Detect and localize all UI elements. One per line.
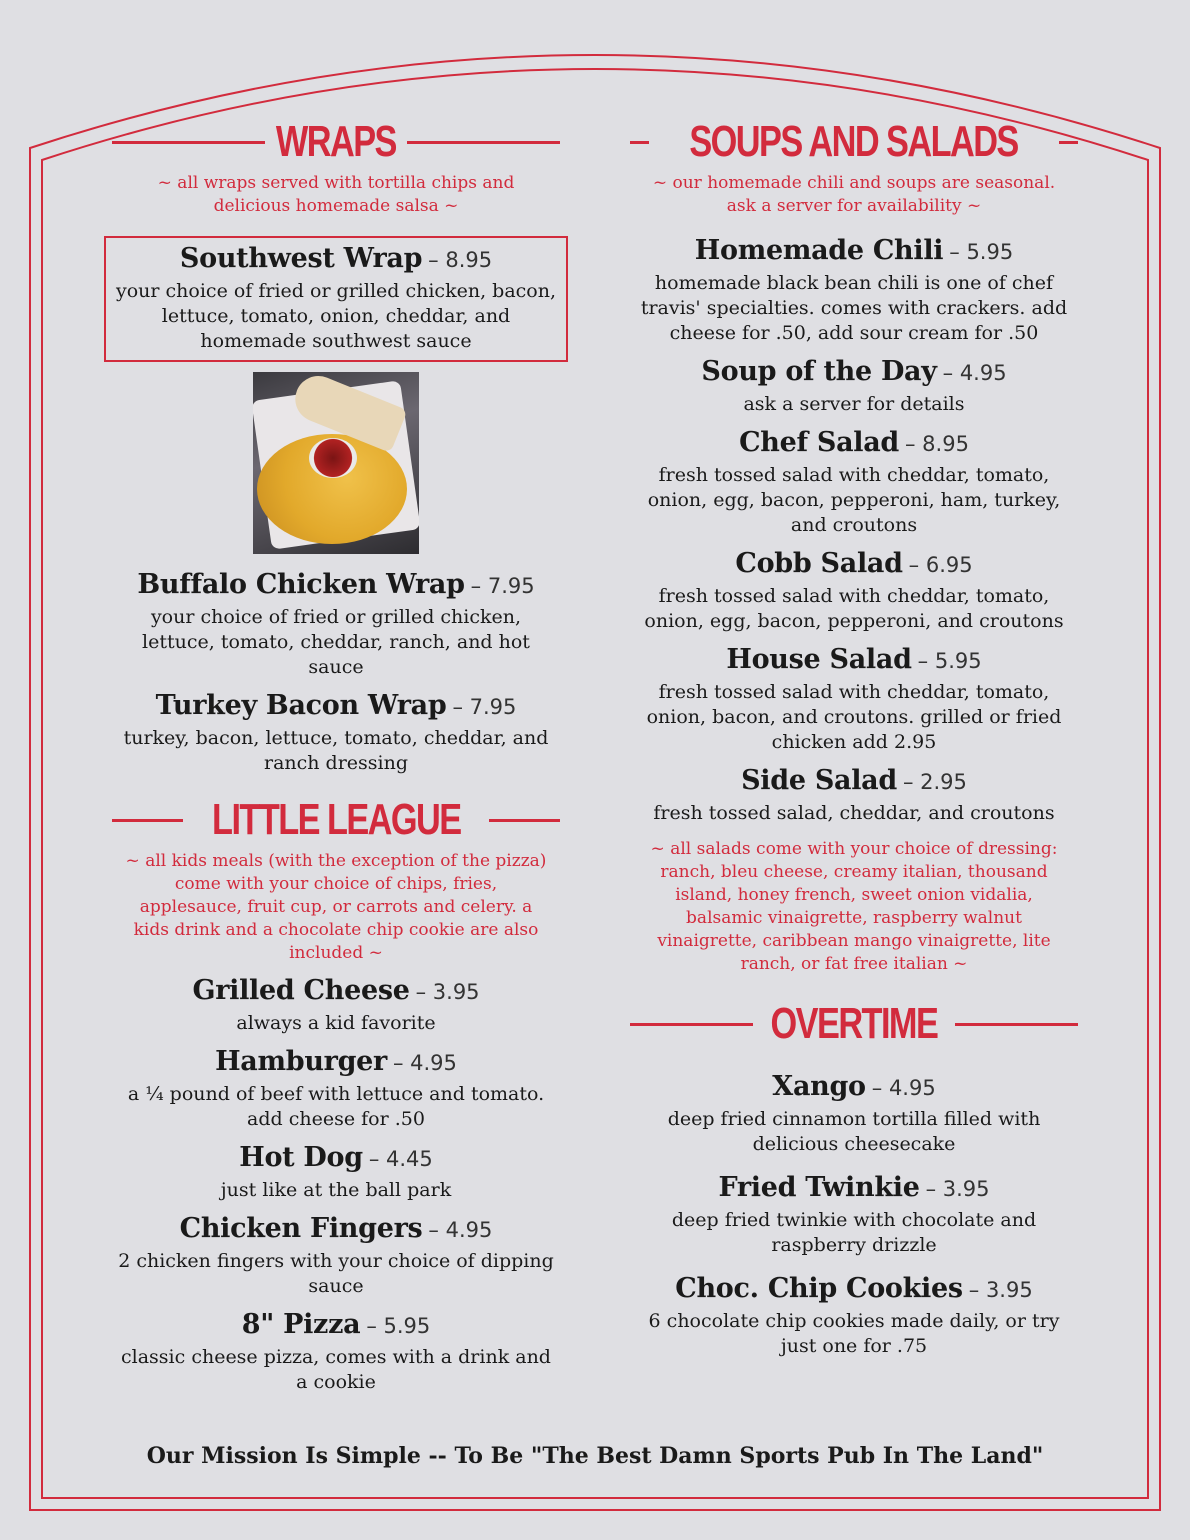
header-rule	[112, 819, 183, 822]
item-price: – 7.95	[470, 574, 535, 598]
item-description: your choice of fried or grilled chicken, lettuce, tomato, cheddar, ranch, and hot sauce	[142, 606, 530, 678]
item-price: – 4.45	[368, 1147, 433, 1171]
wraps-title: WRAPS	[276, 117, 396, 166]
menu-item-choc-chip-cookies	[630, 1272, 1078, 1359]
item-price: – 5.95	[366, 1314, 431, 1338]
item-price: – 6.95	[908, 553, 973, 577]
item-price: – 4.95	[871, 1076, 936, 1100]
item-description: classic cheese pizza, comes with a drink and a cookie	[121, 1346, 551, 1393]
item-price: – 2.95	[902, 770, 967, 794]
item-name: Homemade Chili	[694, 235, 944, 266]
right-column	[630, 112, 1078, 1359]
item-name: Turkey Bacon Wrap	[155, 690, 447, 721]
item-name: Xango	[772, 1071, 866, 1102]
item-name: Buffalo Chicken Wrap	[137, 569, 465, 600]
item-price: – 4.95	[428, 1218, 493, 1242]
wraps-note: ~ all wraps served with tortilla chips and delicious homemade salsa ~	[157, 173, 515, 216]
item-name: House Salad	[726, 644, 912, 675]
left-column	[112, 112, 560, 1395]
item-description: turkey, bacon, lettuce, tomato, cheddar, and ranch dressing	[123, 727, 549, 774]
item-price: – 3.95	[968, 1278, 1033, 1302]
menu-item-southwest-wrap	[104, 236, 568, 362]
item-description: ask a server for details	[743, 393, 965, 415]
item-name: Side Salad	[741, 765, 897, 796]
item-name: Choc. Chip Cookies	[675, 1273, 963, 1304]
menu-item-cobb-salad	[630, 547, 1078, 634]
menu-item-soup-of-the-day	[630, 355, 1078, 417]
header-rule	[489, 819, 560, 822]
item-name: 8" Pizza	[241, 1309, 361, 1340]
item-price: – 5.95	[917, 649, 982, 673]
item-name: Fried Twinkie	[718, 1172, 920, 1203]
item-description: fresh tossed salad, cheddar, and croutons	[653, 802, 1055, 824]
soups-salads-header	[630, 112, 1078, 172]
item-name: Chef Salad	[739, 427, 899, 458]
item-name: Cobb Salad	[735, 548, 903, 579]
item-description: your choice of fried or grilled chicken, bacon, lettuce, tomato, onion, cheddar, and homemade southwest sauce	[116, 280, 556, 352]
wrap-photo	[253, 372, 419, 554]
item-price: – 3.95	[925, 1177, 990, 1201]
item-price: – 3.95	[415, 980, 480, 1004]
little-league-note: ~ all kids meals (with the exception of the pizza) come with your choice of chips, fries, applesauce, fruit cup, or carrots and celery. a kids drink and a chocolate chip cookie are also included ~	[125, 851, 547, 963]
item-description: just like at the ball park	[220, 1179, 452, 1201]
menu-item-grilled-cheese	[112, 974, 560, 1036]
item-description: 6 chocolate chip cookies made daily, or try just one for .75	[648, 1310, 1060, 1357]
wraps-header	[112, 112, 560, 172]
photo-salsa	[309, 438, 357, 478]
menu-item-turkey-bacon-wrap	[112, 689, 560, 776]
header-rule	[630, 141, 649, 144]
dressing-note: ~ all salads come with your choice of dressing: ranch, bleu cheese, creamy italian, thousand island, honey french, sweet onion vidalia, balsamic vinaigrette, raspberry walnut vinaigrette, caribbean mango vinaigrette, lite ranch, or fat free italian ~	[650, 839, 1058, 974]
menu-item-house-salad	[630, 643, 1078, 755]
mission-statement: Our Mission Is Simple -- To Be "The Best Damn Sports Pub In The Land"	[146, 1443, 1044, 1469]
header-rule	[630, 1023, 753, 1026]
item-name: Soup of the Day	[701, 356, 937, 387]
header-rule	[407, 141, 560, 144]
soups-salads-note: ~ our homemade chili and soups are seasonal. ask a server for availability ~	[652, 173, 1056, 216]
soups-salads-title: SOUPS AND SALADS	[689, 117, 1019, 166]
header-rule	[1059, 141, 1078, 144]
menu-item-fried-twinkie	[630, 1171, 1078, 1258]
menu-item-hot-dog	[112, 1141, 560, 1203]
item-description: deep fried cinnamon tortilla filled with delicious cheesecake	[667, 1108, 1041, 1155]
item-name: Southwest Wrap	[179, 243, 423, 274]
item-price: – 8.95	[905, 432, 969, 456]
item-description: always a kid favorite	[236, 1012, 436, 1034]
menu-item-chef-salad	[630, 426, 1078, 538]
menu-item-chicken-fingers	[112, 1212, 560, 1299]
little-league-header	[112, 790, 560, 850]
menu-item-buffalo-chicken-wrap	[112, 568, 560, 680]
item-name: Grilled Cheese	[192, 975, 410, 1006]
item-description: a ¼ pound of beef with lettuce and tomato. add cheese for .50	[127, 1083, 545, 1130]
menu-item-pizza	[112, 1308, 560, 1395]
item-price: – 8.95	[428, 248, 493, 272]
item-description: homemade black bean chili is one of chef travis' specialties. comes with crackers. add cheese for .50, add sour cream for .50	[640, 272, 1068, 344]
item-description: fresh tossed salad with cheddar, tomato, onion, egg, bacon, pepperoni, and croutons	[644, 585, 1064, 632]
menu-item-xango	[630, 1070, 1078, 1157]
item-name: Chicken Fingers	[179, 1213, 423, 1244]
item-description: fresh tossed salad with cheddar, tomato, onion, egg, bacon, pepperoni, ham, turkey, and croutons	[647, 464, 1061, 536]
item-price: – 5.95	[949, 240, 1014, 264]
item-description: 2 chicken fingers with your choice of dipping sauce	[118, 1250, 554, 1297]
overtime-title: OVERTIME	[770, 999, 938, 1048]
item-price: – 7.95	[452, 695, 517, 719]
item-name: Hamburger	[215, 1046, 387, 1077]
item-description: fresh tossed salad with cheddar, tomato, onion, bacon, and croutons. grilled or fried chicken add 2.95	[646, 681, 1062, 753]
header-rule	[955, 1023, 1078, 1026]
item-price: – 4.95	[392, 1051, 457, 1075]
menu-item-hamburger	[112, 1045, 560, 1132]
item-name: Hot Dog	[239, 1142, 363, 1173]
menu-item-side-salad	[630, 764, 1078, 826]
item-description: deep fried twinkie with chocolate and raspberry drizzle	[671, 1209, 1037, 1256]
header-rule	[112, 141, 265, 144]
little-league-title: LITTLE LEAGUE	[211, 795, 461, 844]
item-price: – 4.95	[942, 361, 1007, 385]
menu-item-homemade-chili	[630, 234, 1078, 346]
overtime-header	[630, 994, 1078, 1054]
